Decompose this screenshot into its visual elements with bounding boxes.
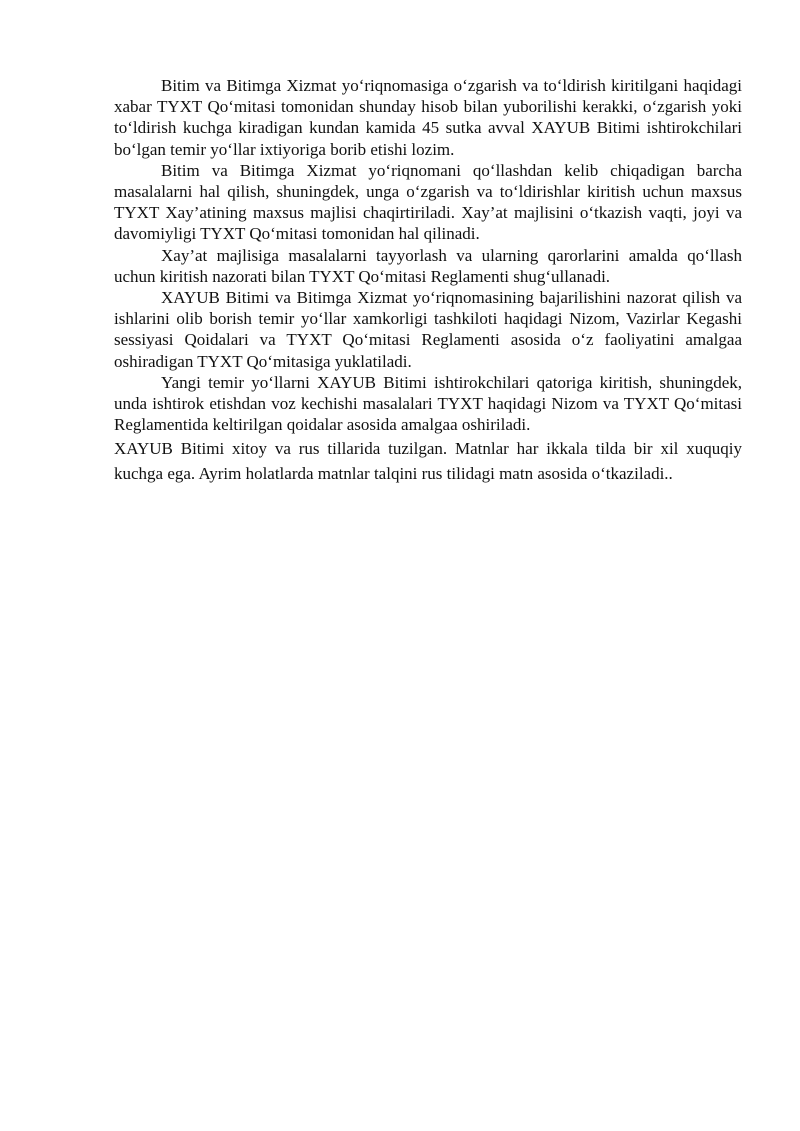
- document-body: [114, 75, 742, 486]
- paragraph-membership: Yangi temir yo‘llarni XAYUB Bitimi ishtirokchilari qatoriga kiritish, shuningdek, unda ishtirok etishdan voz kechishi masalalari TYXT haqidagi Nizom va TYXT Qo‘mitasi Reglamentida keltirilgan qoidalar asosida amalgaa oshiriladi.: [114, 372, 742, 435]
- paragraph-control: XAYUB Bitimi va Bitimga Xizmat yo‘riqnomasining bajarilishini nazorat qilish va ishlarini olib borish temir yo‘llar xamkorligi tashkiloti haqidagi Nizom, Vazirlar Kegashi sessiyasi Qoidalari va TYXT Qo‘mitasi Reglamenti asosida o‘z faoliyatini amalgaa oshiradigan TYXT Qo‘mitasiga yuklatiladi.: [114, 288, 742, 371]
- paragraph-session-preparation: Xay’at majlisiga masalalarni tayyorlash va ularning qarorlarini amalda qo‘llash uchun kiritish nazorati bilan TYXT Qo‘mitasi Reglamenti shug‘ullanadi.: [114, 245, 742, 286]
- paragraph-languages: XAYUB Bitimi xitoy va rus tillarida tuzilgan. Matnlar har ikkala tilda bir xil xuquqiy kuchga ega. Ayrim holatlarda matnlar talqini rus tilidagi matn asosida o‘tkaziladi..: [114, 439, 742, 484]
- paragraph-amendment-notice: Bitim va Bitimga Xizmat yo‘riqnomasiga o‘zgarish va to‘ldirish kiritilgani haqidagi xabar TYXT Qo‘mitasi tomonidan shunday hisob bilan yuborilishi kerakki, o‘zgarish yoki to‘ldirish kuchga kiradigan kundan kamida 45 sutka avval XAYUB Bitimi ishtirokchilari bo‘lgan temir yo‘llar ixtiyoriga borib etishi lozim.: [114, 76, 742, 159]
- paragraph-special-session: Bitim va Bitimga Xizmat yo‘riqnomani qo‘llashdan kelib chiqadigan barcha masalalarni hal qilish, shuningdek, unga o‘zgarish va to‘ldirishlar kiritish uchun maxsus TYXT Xay’atining maxsus majlisi chaqirtiriladi. Xay’at majlisini o‘tkazish vaqti, joyi va davomiyligi TYXT Qo‘mitasi tomonidan hal qilinadi.: [114, 160, 742, 244]
